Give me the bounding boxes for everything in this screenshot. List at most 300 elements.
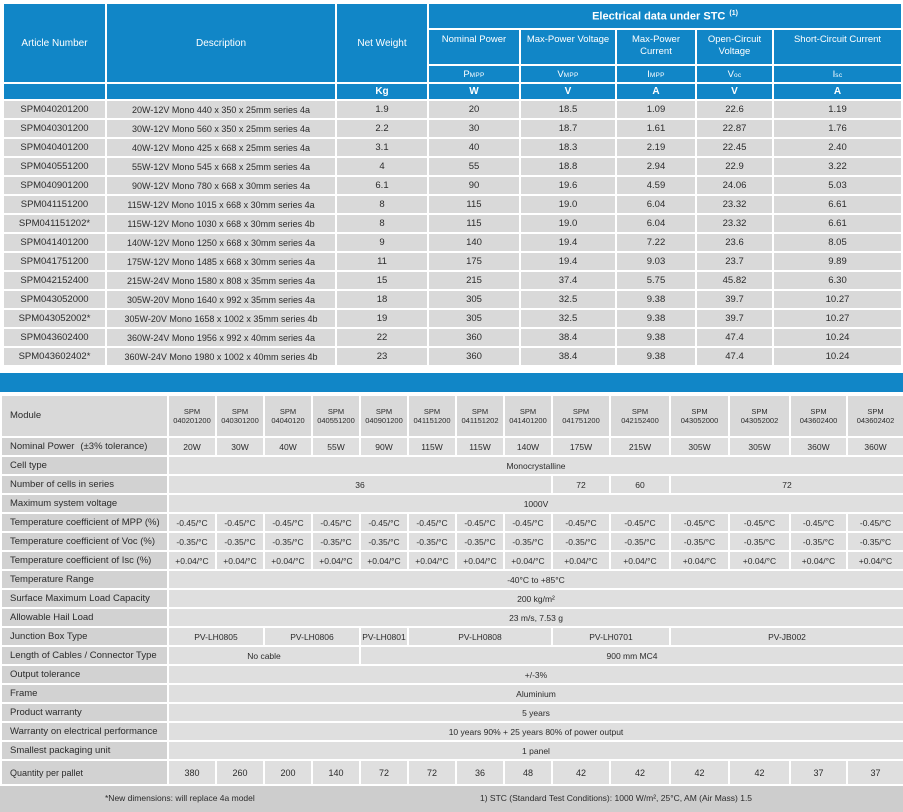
frame-row bbox=[1, 684, 903, 703]
temp-coeff-voc-cell: -0.35/°C bbox=[216, 532, 264, 551]
vmpp-cell: 18.5 bbox=[520, 100, 616, 119]
module-code: 040901200 bbox=[365, 416, 403, 425]
units-row bbox=[3, 83, 902, 100]
article-number-cell: SPM040301200 bbox=[3, 119, 106, 138]
article-number-cell: SPM041401200 bbox=[3, 233, 106, 252]
electrical-column-symbol bbox=[428, 65, 520, 83]
cables-cell: No cable bbox=[168, 646, 360, 665]
module-prefix: SPM bbox=[810, 406, 827, 416]
temp-coeff-voc-label: Temperature coefficient of Voc (%) bbox=[1, 532, 168, 551]
module-code-cell bbox=[264, 395, 312, 437]
impp-cell: 9.38 bbox=[616, 309, 696, 328]
net-weight-cell: 6.1 bbox=[336, 176, 428, 195]
module-code-cell bbox=[847, 395, 903, 437]
isc-cell: 1.19 bbox=[773, 100, 902, 119]
temp-coeff-isc-cell: +0.04/°C bbox=[670, 551, 729, 570]
module-prefix: SPM bbox=[183, 406, 201, 416]
voc-cell: 23.32 bbox=[696, 214, 773, 233]
description-cell: 40W-12V Mono 425 x 668 x 25mm series 4a bbox=[106, 138, 336, 157]
symbol-subscript: sc bbox=[835, 71, 843, 79]
max-system-voltage-value: 1000V bbox=[168, 494, 903, 513]
nominal-power-cell: 115W bbox=[408, 437, 456, 456]
description-cell: 305W-20V Mono 1658 x 1002 x 35mm series 4b bbox=[106, 309, 336, 328]
symbol-subscript: MPP bbox=[563, 71, 579, 79]
temp-coeff-mpp-cell: -0.45/°C bbox=[408, 513, 456, 532]
quantity-per-pallet-label: Quantity per pallet bbox=[1, 760, 168, 785]
vmpp-cell: 18.8 bbox=[520, 157, 616, 176]
table-row bbox=[3, 119, 902, 138]
table-row bbox=[3, 347, 902, 366]
junction-box-cell: PV-LH0806 bbox=[264, 627, 360, 646]
quantity-cell: 380 bbox=[168, 760, 216, 785]
temp-coeff-voc-cell: -0.35/°C bbox=[312, 532, 360, 551]
module-prefix: SPM bbox=[231, 406, 249, 416]
description-header: Description bbox=[106, 3, 336, 83]
vmpp-cell: 37.4 bbox=[520, 271, 616, 290]
electrical-column-unit: A bbox=[773, 83, 902, 100]
pmpp-cell: 40 bbox=[428, 138, 520, 157]
temp-coeff-isc-cell: +0.04/°C bbox=[610, 551, 670, 570]
module-code-cell bbox=[360, 395, 408, 437]
article-number-cell: SPM040201200 bbox=[3, 100, 106, 119]
net-weight-cell: 23 bbox=[336, 347, 428, 366]
impp-cell: 1.09 bbox=[616, 100, 696, 119]
module-code: 041751200 bbox=[562, 416, 600, 425]
nominal-power-cell: 90W bbox=[360, 437, 408, 456]
warranty-electrical-row bbox=[1, 722, 903, 741]
impp-cell: 2.94 bbox=[616, 157, 696, 176]
symbol-main: V bbox=[727, 68, 734, 80]
temp-coeff-voc-cell: -0.35/°C bbox=[504, 532, 552, 551]
temp-coeff-mpp-cell: -0.45/°C bbox=[729, 513, 790, 532]
quantity-cell: 37 bbox=[790, 760, 847, 785]
impp-cell: 9.38 bbox=[616, 347, 696, 366]
pmpp-cell: 115 bbox=[428, 195, 520, 214]
vmpp-cell: 19.4 bbox=[520, 252, 616, 271]
article-number-cell: SPM041151200 bbox=[3, 195, 106, 214]
cables-cell: 900 mm MC4 bbox=[360, 646, 903, 665]
article-number-cell: SPM041751200 bbox=[3, 252, 106, 271]
temperature-range-value: -40°C to +85°C bbox=[168, 570, 903, 589]
module-code: 041401200 bbox=[509, 416, 547, 425]
temp-coeff-voc-cell: -0.35/°C bbox=[360, 532, 408, 551]
impp-cell: 6.04 bbox=[616, 214, 696, 233]
quantity-cell: 42 bbox=[670, 760, 729, 785]
quantity-cell: 200 bbox=[264, 760, 312, 785]
temp-coeff-isc-cell: +0.04/°C bbox=[312, 551, 360, 570]
module-header-row bbox=[1, 395, 903, 437]
isc-cell: 10.24 bbox=[773, 347, 902, 366]
net-weight-cell: 8 bbox=[336, 195, 428, 214]
vmpp-cell: 38.4 bbox=[520, 328, 616, 347]
voc-cell: 24.06 bbox=[696, 176, 773, 195]
nominal-power-cell: 305W bbox=[670, 437, 729, 456]
nominal-power-cell: 140W bbox=[504, 437, 552, 456]
module-code-cell bbox=[790, 395, 847, 437]
article-number-cell: SPM040401200 bbox=[3, 138, 106, 157]
temp-coeff-isc-label: Temperature coefficient of Isc (%) bbox=[1, 551, 168, 570]
table-row bbox=[3, 214, 902, 233]
module-code-cell bbox=[168, 395, 216, 437]
isc-cell: 10.27 bbox=[773, 290, 902, 309]
nominal-power-cell: 360W bbox=[790, 437, 847, 456]
table-row bbox=[3, 271, 902, 290]
voc-cell: 22.6 bbox=[696, 100, 773, 119]
isc-cell: 3.22 bbox=[773, 157, 902, 176]
module-code-cell bbox=[610, 395, 670, 437]
description-cell: 20W-12V Mono 440 x 350 x 25mm series 4a bbox=[106, 100, 336, 119]
section-divider-bar bbox=[0, 373, 903, 392]
nominal-power-cell: 175W bbox=[552, 437, 610, 456]
pmpp-cell: 55 bbox=[428, 157, 520, 176]
nominal-power-cell: 30W bbox=[216, 437, 264, 456]
description-cell: 30W-12V Mono 560 x 350 x 25mm series 4a bbox=[106, 119, 336, 138]
frame-label: Frame bbox=[1, 684, 168, 703]
article-number-cell: SPM042152400 bbox=[3, 271, 106, 290]
electrical-data-table bbox=[2, 2, 903, 367]
isc-cell: 10.27 bbox=[773, 309, 902, 328]
net-weight-cell: 1.9 bbox=[336, 100, 428, 119]
cells-in-series-cell: 72 bbox=[670, 475, 903, 494]
module-code: 041151202 bbox=[461, 416, 499, 425]
pmpp-cell: 140 bbox=[428, 233, 520, 252]
module-code-cell bbox=[552, 395, 610, 437]
article-number-header: Article Number bbox=[3, 3, 106, 83]
temp-coeff-isc-cell: +0.04/°C bbox=[408, 551, 456, 570]
packaging-row bbox=[1, 741, 903, 760]
electrical-column-symbol bbox=[696, 65, 773, 83]
description-unit-cell bbox=[106, 83, 336, 100]
description-cell: 115W-12V Mono 1015 x 668 x 30mm series 4a bbox=[106, 195, 336, 214]
module-prefix: SPM bbox=[572, 406, 590, 416]
table-row bbox=[3, 138, 902, 157]
isc-cell: 9.89 bbox=[773, 252, 902, 271]
temp-coeff-isc-cell: +0.04/°C bbox=[168, 551, 216, 570]
packaging-label: Smallest packaging unit bbox=[1, 741, 168, 760]
pmpp-cell: 115 bbox=[428, 214, 520, 233]
product-warranty-label: Product warranty bbox=[1, 703, 168, 722]
temp-coeff-mpp-cell: -0.45/°C bbox=[504, 513, 552, 532]
temp-coeff-isc-cell: +0.04/°C bbox=[456, 551, 504, 570]
nominal-power-cell: 20W bbox=[168, 437, 216, 456]
pmpp-cell: 360 bbox=[428, 328, 520, 347]
output-tolerance-label: Output tolerance bbox=[1, 665, 168, 684]
net-weight-cell: 22 bbox=[336, 328, 428, 347]
module-code-cell bbox=[408, 395, 456, 437]
voc-cell: 22.9 bbox=[696, 157, 773, 176]
pmpp-cell: 215 bbox=[428, 271, 520, 290]
module-code: 043052002 bbox=[740, 416, 779, 425]
product-warranty-value: 5 years bbox=[168, 703, 903, 722]
module-prefix: SPM bbox=[691, 406, 708, 416]
stc-footnote-marker: (1) bbox=[729, 9, 738, 17]
nominal-power-cell: 40W bbox=[264, 437, 312, 456]
quantity-cell: 260 bbox=[216, 760, 264, 785]
temp-coeff-mpp-cell: -0.45/°C bbox=[610, 513, 670, 532]
vmpp-cell: 32.5 bbox=[520, 290, 616, 309]
cells-in-series-row bbox=[1, 475, 903, 494]
cells-in-series-cell: 60 bbox=[610, 475, 670, 494]
vmpp-cell: 18.7 bbox=[520, 119, 616, 138]
footnotes bbox=[0, 786, 903, 812]
quantity-cell: 72 bbox=[360, 760, 408, 785]
temp-coeff-mpp-cell: -0.45/°C bbox=[312, 513, 360, 532]
electrical-column-symbol bbox=[616, 65, 696, 83]
warranty-electrical-label: Warranty on electrical performance bbox=[1, 722, 168, 741]
vmpp-cell: 19.4 bbox=[520, 233, 616, 252]
temp-coeff-voc-cell: -0.35/°C bbox=[264, 532, 312, 551]
temp-coeff-voc-cell: -0.35/°C bbox=[408, 532, 456, 551]
article-number-cell: SPM040551200 bbox=[3, 157, 106, 176]
hail-load-row bbox=[1, 608, 903, 627]
table-row bbox=[3, 176, 902, 195]
voc-cell: 45.82 bbox=[696, 271, 773, 290]
temp-coeff-isc-cell: +0.04/°C bbox=[504, 551, 552, 570]
impp-cell: 7.22 bbox=[616, 233, 696, 252]
pmpp-cell: 20 bbox=[428, 100, 520, 119]
symbol-subscript: MPP bbox=[649, 71, 665, 79]
quantity-cell: 42 bbox=[610, 760, 670, 785]
isc-cell: 6.61 bbox=[773, 195, 902, 214]
vmpp-cell: 32.5 bbox=[520, 309, 616, 328]
description-cell: 140W-12V Mono 1250 x 668 x 30mm series 4a bbox=[106, 233, 336, 252]
table-row bbox=[3, 233, 902, 252]
module-spec-table bbox=[0, 394, 903, 786]
module-code: 043602400 bbox=[799, 416, 838, 425]
temp-coeff-mpp-cell: -0.45/°C bbox=[360, 513, 408, 532]
junction-box-label: Junction Box Type bbox=[1, 627, 168, 646]
net-weight-cell: 11 bbox=[336, 252, 428, 271]
temp-coeff-isc-cell: +0.04/°C bbox=[264, 551, 312, 570]
impp-cell: 5.75 bbox=[616, 271, 696, 290]
temp-coeff-mpp-label: Temperature coefficient of MPP (%) bbox=[1, 513, 168, 532]
impp-cell: 9.03 bbox=[616, 252, 696, 271]
quantity-per-pallet-row bbox=[1, 760, 903, 785]
module-prefix: SPM bbox=[519, 406, 537, 416]
module-code: 043602402 bbox=[856, 416, 895, 425]
description-cell: 55W-12V Mono 545 x 668 x 25mm series 4a bbox=[106, 157, 336, 176]
module-prefix: SPM bbox=[471, 406, 489, 416]
pmpp-cell: 90 bbox=[428, 176, 520, 195]
temp-coeff-mpp-cell: -0.45/°C bbox=[216, 513, 264, 532]
net-weight-unit: Kg bbox=[336, 83, 428, 100]
temp-coeff-voc-cell: -0.35/°C bbox=[729, 532, 790, 551]
impp-cell: 4.59 bbox=[616, 176, 696, 195]
net-weight-cell: 18 bbox=[336, 290, 428, 309]
temp-coeff-voc-cell: -0.35/°C bbox=[847, 532, 903, 551]
junction-box-cell: PV-LH0701 bbox=[552, 627, 670, 646]
net-weight-cell: 2.2 bbox=[336, 119, 428, 138]
module-prefix: SPM bbox=[375, 406, 393, 416]
net-weight-cell: 8 bbox=[336, 214, 428, 233]
electrical-column-symbol bbox=[773, 65, 902, 83]
isc-cell: 6.30 bbox=[773, 271, 902, 290]
pmpp-cell: 30 bbox=[428, 119, 520, 138]
footnote-new-dimensions: *New dimensions: will replace 4a model bbox=[105, 793, 255, 803]
electrical-column-symbol bbox=[520, 65, 616, 83]
impp-cell: 9.38 bbox=[616, 328, 696, 347]
quantity-cell: 72 bbox=[408, 760, 456, 785]
voc-cell: 47.4 bbox=[696, 328, 773, 347]
article-number-cell: SPM041151202* bbox=[3, 214, 106, 233]
temp-coeff-isc-cell: +0.04/°C bbox=[847, 551, 903, 570]
net-weight-cell: 15 bbox=[336, 271, 428, 290]
temp-coeff-isc-cell: +0.04/°C bbox=[729, 551, 790, 570]
cell-type-label: Cell type bbox=[1, 456, 168, 475]
net-weight-cell: 4 bbox=[336, 157, 428, 176]
module-code: 040551200 bbox=[317, 416, 355, 425]
temp-coeff-mpp-cell: -0.45/°C bbox=[552, 513, 610, 532]
max-system-voltage-row bbox=[1, 494, 903, 513]
electrical-column-unit: A bbox=[616, 83, 696, 100]
junction-box-cell: PV-LH0808 bbox=[408, 627, 552, 646]
temp-coeff-voc-cell: -0.35/°C bbox=[456, 532, 504, 551]
output-tolerance-value: +/-3% bbox=[168, 665, 903, 684]
cells-in-series-cell: 72 bbox=[552, 475, 610, 494]
nominal-power-cell: 55W bbox=[312, 437, 360, 456]
module-code-cell bbox=[456, 395, 504, 437]
description-cell: 360W-24V Mono 1956 x 992 x 40mm series 4a bbox=[106, 328, 336, 347]
module-code-cell bbox=[729, 395, 790, 437]
voc-cell: 23.32 bbox=[696, 195, 773, 214]
vmpp-cell: 38.4 bbox=[520, 347, 616, 366]
pmpp-cell: 305 bbox=[428, 309, 520, 328]
nominal-power-cell: 360W bbox=[847, 437, 903, 456]
table-row bbox=[3, 157, 902, 176]
temp-coeff-voc-cell: -0.35/°C bbox=[610, 532, 670, 551]
footnote-stc: 1) STC (Standard Test Conditions): 1000 W/m², 25°C, AM (Air Mass) 1.5 bbox=[480, 793, 753, 803]
quantity-cell: 48 bbox=[504, 760, 552, 785]
table-row bbox=[3, 328, 902, 347]
table-row bbox=[3, 195, 902, 214]
nominal-power-row bbox=[1, 437, 903, 456]
symbol-main: V bbox=[557, 68, 564, 80]
output-tolerance-row bbox=[1, 665, 903, 684]
vmpp-cell: 19.0 bbox=[520, 214, 616, 233]
module-prefix: SPM bbox=[631, 406, 649, 416]
module-code: 040301200 bbox=[221, 416, 259, 425]
module-code: 04040120 bbox=[271, 416, 305, 425]
hail-load-value: 23 m/s, 7.53 g bbox=[168, 608, 903, 627]
temp-coeff-mpp-cell: -0.45/°C bbox=[264, 513, 312, 532]
pmpp-cell: 305 bbox=[428, 290, 520, 309]
temperature-range-label: Temperature Range bbox=[1, 570, 168, 589]
net-weight-cell: 9 bbox=[336, 233, 428, 252]
quantity-cell: 37 bbox=[847, 760, 903, 785]
article-number-cell: SPM043602400 bbox=[3, 328, 106, 347]
vmpp-cell: 19.6 bbox=[520, 176, 616, 195]
net-weight-cell: 19 bbox=[336, 309, 428, 328]
module-prefix: SPM bbox=[279, 406, 297, 416]
electrical-column-name: Max-Power Current bbox=[616, 29, 696, 65]
surface-load-label: Surface Maximum Load Capacity bbox=[1, 589, 168, 608]
temp-coeff-voc-cell: -0.35/°C bbox=[168, 532, 216, 551]
temp-coeff-mpp-cell: -0.45/°C bbox=[168, 513, 216, 532]
pmpp-cell: 360 bbox=[428, 347, 520, 366]
electrical-column-unit: V bbox=[520, 83, 616, 100]
article-number-cell: SPM043052000 bbox=[3, 290, 106, 309]
module-code-cell bbox=[504, 395, 552, 437]
temp-coeff-mpp-cell: -0.45/°C bbox=[790, 513, 847, 532]
temp-coeff-mpp-cell: -0.45/°C bbox=[456, 513, 504, 532]
description-cell: 90W-12V Mono 780 x 668 x 30mm series 4a bbox=[106, 176, 336, 195]
module-code-cell bbox=[312, 395, 360, 437]
module-code: 043052000 bbox=[680, 416, 719, 425]
symbol-subscript: oc bbox=[733, 71, 742, 79]
temperature-range-row bbox=[1, 570, 903, 589]
module-prefix: SPM bbox=[751, 406, 768, 416]
electrical-column-name: Max-Power Voltage bbox=[520, 29, 616, 65]
temp-coeff-voc-cell: -0.35/°C bbox=[670, 532, 729, 551]
impp-cell: 2.19 bbox=[616, 138, 696, 157]
electrical-column-name: Nominal Power bbox=[428, 29, 520, 65]
electrical-column-unit: W bbox=[428, 83, 520, 100]
voc-cell: 23.6 bbox=[696, 233, 773, 252]
junction-box-row bbox=[1, 627, 903, 646]
symbol-main: P bbox=[463, 68, 470, 80]
main-header-row bbox=[3, 3, 902, 29]
description-cell: 305W-20V Mono 1640 x 992 x 35mm series 4a bbox=[106, 290, 336, 309]
nominal-power-label: Nominal Power (±3% tolerance) bbox=[1, 437, 168, 456]
module-code-cell bbox=[670, 395, 729, 437]
table-row bbox=[3, 100, 902, 119]
impp-cell: 6.04 bbox=[616, 195, 696, 214]
module-code: 042152400 bbox=[621, 416, 659, 425]
vmpp-cell: 19.0 bbox=[520, 195, 616, 214]
temp-coeff-voc-cell: -0.35/°C bbox=[790, 532, 847, 551]
max-system-voltage-label: Maximum system voltage bbox=[1, 494, 168, 513]
temp-coeff-mpp-row bbox=[1, 513, 903, 532]
description-cell: 175W-12V Mono 1485 x 668 x 30mm series 4a bbox=[106, 252, 336, 271]
electrical-title-text: Electrical data under STC bbox=[592, 10, 726, 23]
table-row bbox=[3, 252, 902, 271]
cell-type-row bbox=[1, 456, 903, 475]
impp-cell: 9.38 bbox=[616, 290, 696, 309]
isc-cell: 10.24 bbox=[773, 328, 902, 347]
symbol-main: I bbox=[832, 68, 836, 80]
description-cell: 215W-24V Mono 1580 x 808 x 35mm series 4a bbox=[106, 271, 336, 290]
quantity-cell: 140 bbox=[312, 760, 360, 785]
module-code: 040201200 bbox=[173, 416, 211, 425]
electrical-table-body bbox=[3, 100, 902, 366]
cables-label: Length of Cables / Connector Type bbox=[1, 646, 168, 665]
cables-row bbox=[1, 646, 903, 665]
temp-coeff-mpp-cell: -0.45/°C bbox=[670, 513, 729, 532]
nominal-power-cell: 305W bbox=[729, 437, 790, 456]
temp-coeff-isc-cell: +0.04/°C bbox=[360, 551, 408, 570]
article-number-cell: SPM043052002* bbox=[3, 309, 106, 328]
electrical-column-name: Open-Circuit Voltage bbox=[696, 29, 773, 65]
impp-cell: 1.61 bbox=[616, 119, 696, 138]
article-number-cell: SPM043602402* bbox=[3, 347, 106, 366]
voc-cell: 39.7 bbox=[696, 290, 773, 309]
symbol-main: I bbox=[647, 68, 650, 80]
packaging-value: 1 panel bbox=[168, 741, 903, 760]
electrical-data-title bbox=[428, 3, 902, 29]
cells-in-series-cell: 36 bbox=[168, 475, 552, 494]
frame-value: Aluminium bbox=[168, 684, 903, 703]
module-prefix: SPM bbox=[423, 406, 441, 416]
article-unit-cell bbox=[3, 83, 106, 100]
module-code: 041151200 bbox=[413, 416, 451, 425]
table-row bbox=[3, 290, 902, 309]
module-prefix: SPM bbox=[867, 406, 884, 416]
cells-in-series-label: Number of cells in series bbox=[1, 475, 168, 494]
article-number-cell: SPM040901200 bbox=[3, 176, 106, 195]
description-cell: 360W-24V Mono 1980 x 1002 x 40mm series 4b bbox=[106, 347, 336, 366]
module-row-label: Module bbox=[1, 395, 168, 437]
temp-coeff-mpp-cell: -0.45/°C bbox=[847, 513, 903, 532]
